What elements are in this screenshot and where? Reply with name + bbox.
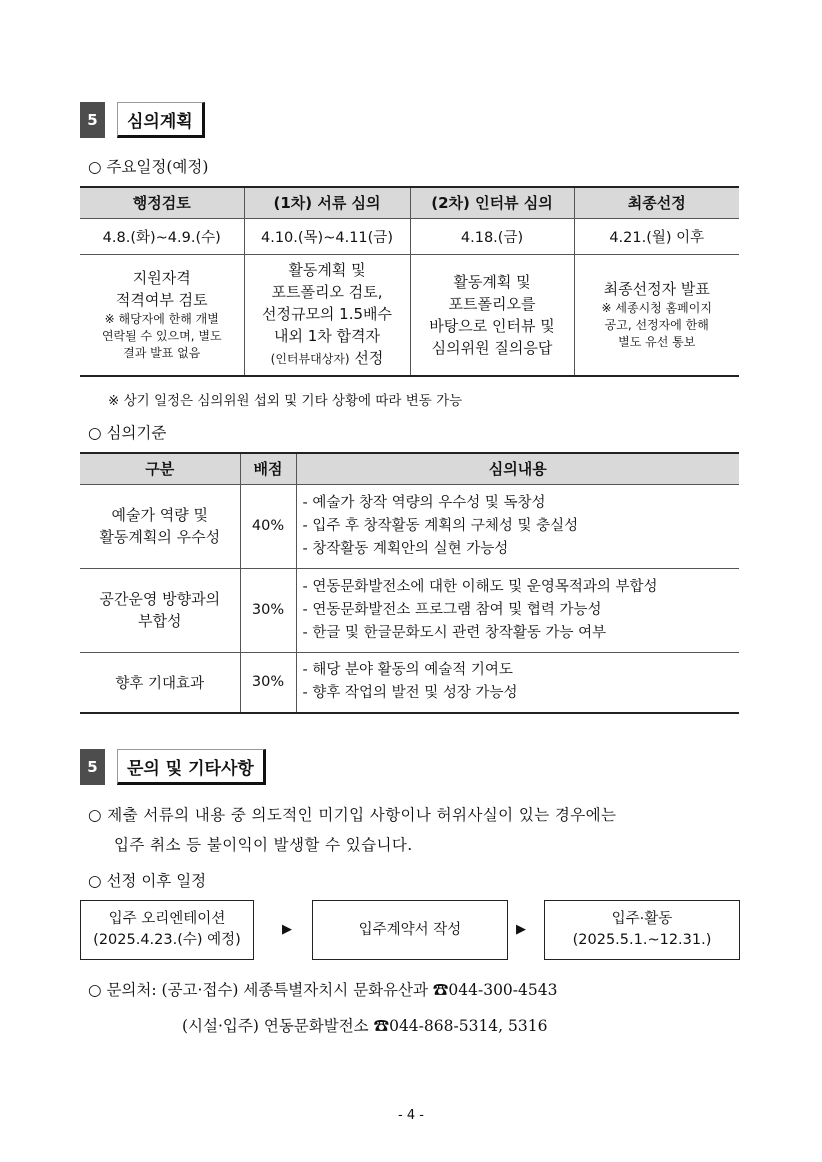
section-title: 심의계획 (117, 102, 205, 138)
criteria-header: 구분 (80, 453, 240, 484)
criteria-item: - 연동문화발전소 프로그램 참여 및 협력 가능성 (302, 601, 602, 618)
detail-note: ※ 해당자에 한해 개별 (104, 312, 219, 327)
section-title: 문의 및 기타사항 (117, 749, 266, 785)
flow-step-orientation (80, 900, 254, 960)
criteria-heading: ○ 심의기준 (88, 424, 167, 442)
criteria-item: - 한글 및 한글문화도시 관련 창작활동 가능 여부 (302, 624, 607, 641)
criteria-category (80, 568, 240, 652)
category-line: 예술가 역량 및 (111, 506, 208, 524)
contact-line: (시설·입주) 연동문화발전소 ☎044-868-5314, 5316 (182, 1017, 548, 1035)
criteria-category: 향후 기대효과 (80, 652, 240, 713)
criteria-row (80, 484, 739, 568)
criteria-table (80, 452, 739, 714)
criteria-item: - 예술가 창작 역량의 우수성 및 독창성 (302, 494, 546, 511)
detail-note: 연락될 수 있으며, 별도 (101, 329, 222, 344)
schedule-detail-review (80, 254, 244, 376)
schedule-table (80, 186, 739, 377)
criteria-score: 40% (240, 484, 296, 568)
detail-line: 활동계획 및 (288, 261, 366, 280)
detail-line: 심의위원 질의응답 (431, 338, 553, 357)
criteria-row (80, 652, 739, 713)
criteria-content (296, 652, 739, 713)
detail-line: 최종선정자 발표 (603, 280, 710, 299)
arrow-right-icon: ▶ (516, 922, 526, 937)
page-number: - 4 - (398, 1108, 424, 1123)
criteria-category (80, 484, 240, 568)
detail-line: 포트폴리오 검토, (271, 283, 383, 302)
criteria-content (296, 568, 739, 652)
flow-step-date: (2025.5.1.~12.31.) (572, 932, 712, 948)
criteria-header: 심의내용 (296, 453, 739, 484)
criteria-score: 30% (240, 568, 296, 652)
schedule-flow (80, 900, 740, 960)
schedule-detail-interview (410, 254, 574, 376)
arrow-right-icon: ▶ (282, 922, 292, 937)
schedule-note: ※ 상기 일정은 심의위원 섭외 및 기타 상황에 따라 변동 가능 (108, 393, 463, 409)
criteria-header: 배점 (240, 453, 296, 484)
schedule-header: 최종선정 (574, 187, 739, 218)
schedule-detail-document (244, 254, 410, 376)
detail-note: 공고, 선정자에 한해 (604, 318, 709, 333)
flow-step-date: (2025.4.23.(수) 예정) (93, 932, 241, 948)
criteria-score: 30% (240, 652, 296, 713)
criteria-item: - 해당 분야 활동의 예술적 기여도 (302, 662, 513, 679)
detail-line: 포트폴리오를 (448, 294, 536, 313)
detail-note: ※ 세종시청 홈페이지 (601, 301, 712, 316)
schedule-date: 4.10.(목)~4.11(금) (244, 218, 410, 254)
schedule-date: 4.8.(화)~4.9.(수) (80, 218, 244, 254)
criteria-content (296, 484, 739, 568)
schedule-header: 행정검토 (80, 187, 244, 218)
section-number: 5 (80, 102, 105, 138)
category-line: 활동계획의 우수성 (99, 528, 221, 546)
criteria-item: - 창작활동 계획안의 실현 가능성 (302, 540, 509, 557)
schedule-header: (1차) 서류 심의 (244, 187, 410, 218)
detail-line: 지원자격 (132, 269, 191, 288)
category-line: 부합성 (138, 612, 182, 630)
criteria-item: - 연동문화발전소에 대한 이해도 및 운영목적과의 부합성 (302, 578, 658, 595)
schedule-detail-final (574, 254, 739, 376)
schedule-heading: ○ 주요일정(예정) (88, 158, 209, 176)
detail-line: 적격여부 검토 (115, 291, 208, 310)
flow-step-label: 입주계약서 작성 (358, 921, 462, 938)
criteria-row (80, 568, 739, 652)
criteria-item: - 입주 후 창작활동 계획의 구체성 및 충실성 (302, 517, 579, 534)
section-number: 5 (80, 749, 105, 785)
after-selection-heading: ○ 선정 이후 일정 (88, 872, 207, 890)
detail-line: 선정규모의 1.5배수 (261, 305, 393, 324)
detail-text: 선정 (349, 349, 384, 368)
flow-step-label: 입주·활동 (611, 911, 673, 927)
flow-step-contract (312, 900, 508, 960)
detail-line: 바탕으로 인터뷰 및 (429, 316, 555, 335)
detail-note: 결과 발표 없음 (123, 346, 201, 361)
category-line: 공간운영 방향과의 (99, 590, 221, 608)
schedule-date: 4.21.(월) 이후 (574, 218, 739, 254)
detail-note: 별도 유선 통보 (618, 335, 696, 350)
detail-note: (인터뷰대상자) (270, 352, 350, 367)
contact-line: ○ 문의처: (공고·접수) 세종특별자치시 문화유산과 ☎044-300-4543 (88, 981, 558, 999)
flow-step-residency (544, 900, 740, 960)
section-header-contact (80, 749, 266, 785)
section-header-plan (80, 102, 205, 138)
flow-step-label: 입주 오리엔테이션 (108, 911, 226, 927)
detail-line: 내외 1차 합격자 (273, 327, 381, 346)
criteria-item: - 향후 작업의 발전 및 성장 가능성 (302, 685, 518, 702)
detail-line: 활동계획 및 (453, 272, 531, 291)
detail-line (249, 347, 406, 370)
notice-line: 입주 취소 등 불이익이 발생할 수 있습니다. (114, 836, 413, 854)
notice-line: ○ 제출 서류의 내용 중 의도적인 미기입 사항이나 허위사실이 있는 경우에는 (88, 806, 617, 824)
schedule-date: 4.18.(금) (410, 218, 574, 254)
schedule-header: (2차) 인터뷰 심의 (410, 187, 574, 218)
